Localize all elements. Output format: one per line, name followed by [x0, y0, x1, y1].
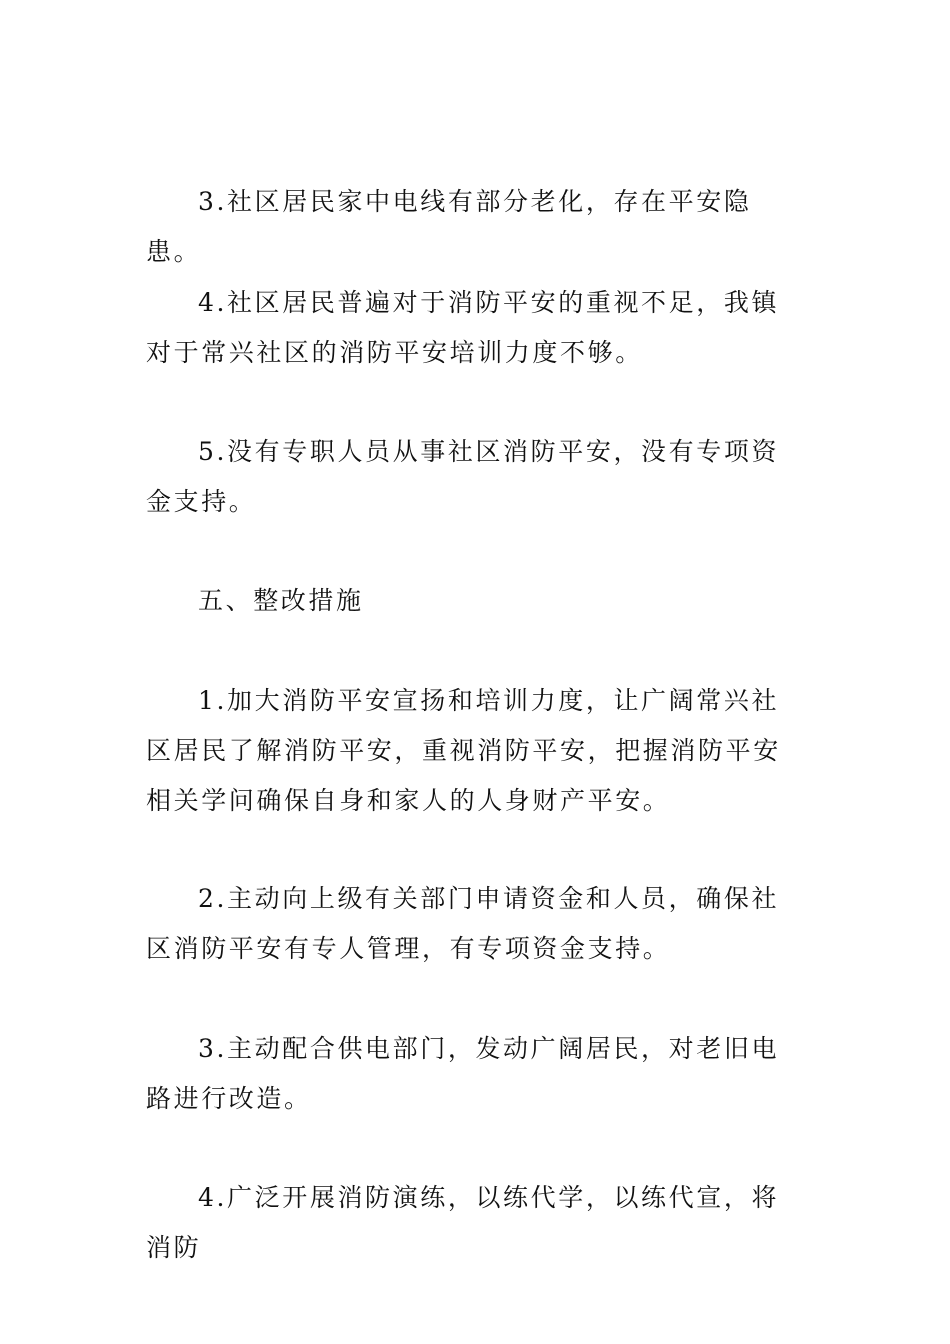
paragraph-measure-3: 3.主动配合供电部门，发动广阔居民，对老旧电路进行改造。: [146, 1034, 780, 1113]
paragraph-issue-5: 5.没有专职人员从事社区消防平安，没有专项资金支持。: [146, 437, 780, 516]
paragraph-measure-1: 1.加大消防平安宣扬和培训力度，让广阔常兴社区居民了解消防平安，重视消防平安，把握消防平安相关学问确保自身和家人的人身财产平安。: [146, 686, 781, 815]
paragraph-measure-4: 4.广泛开展消防演练，以练代学，以练代宣，将消防: [146, 1183, 780, 1262]
section-heading: 五、整改措施: [198, 586, 364, 615]
paragraph-issue-4: 4.社区居民普遍对于消防平安的重视不足，我镇对于常兴社区的消防平安培训力度不够。: [146, 288, 780, 367]
paragraph-measure-2: 2.主动向上级有关部门申请资金和人员，确保社区消防平安有专人管理，有专项资金支持。: [146, 884, 780, 963]
paragraph-issue-3: 3.社区居民家中电线有部分老化，存在平安隐患。: [146, 187, 752, 266]
